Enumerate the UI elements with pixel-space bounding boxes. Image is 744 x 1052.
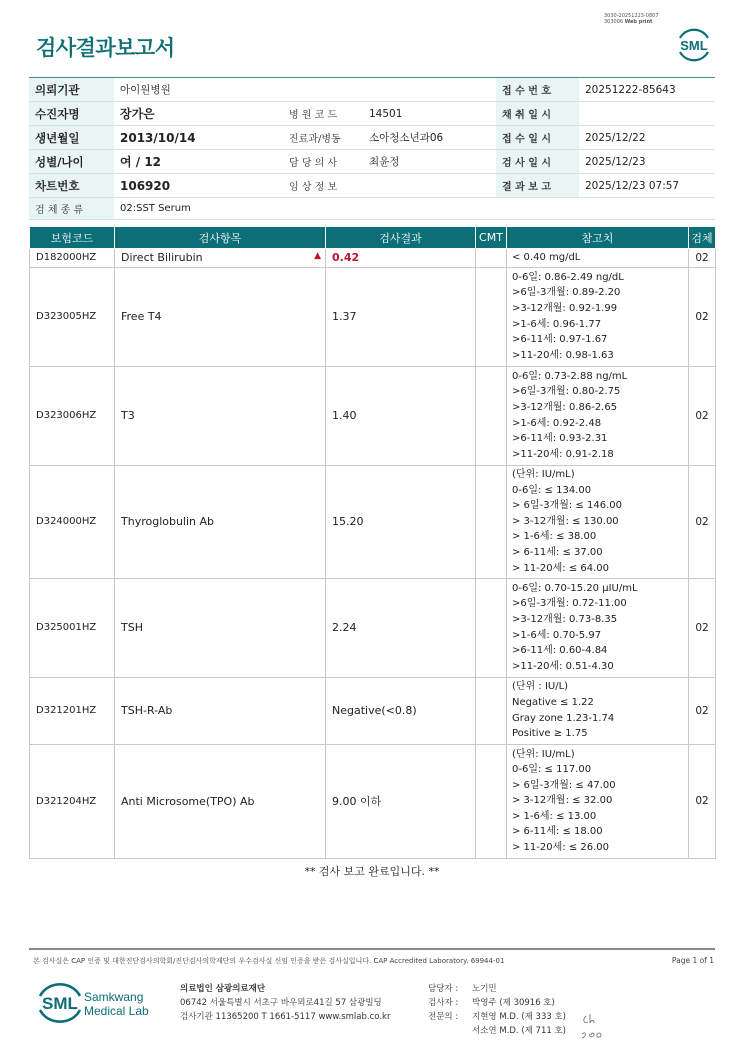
- reference-line: >3-12개월: 0.73-8.35: [512, 614, 618, 625]
- result-reference-range: [507, 267, 689, 366]
- value-doctor: 최윤정: [363, 150, 496, 174]
- value-test-time: 2025/12/23: [579, 150, 715, 174]
- reference-line: >11-20세: 0.91-2.18: [512, 448, 614, 460]
- result-test-item: Anti Microsome(TPO) Ab: [121, 794, 255, 808]
- value-sex-age: 여 / 12: [114, 150, 283, 174]
- org-name: 의료법인 삼광의료재단: [180, 984, 266, 994]
- value-hospital-code: 14501: [363, 102, 496, 126]
- result-value: 2.24: [326, 578, 476, 677]
- result-specimen: 02: [689, 465, 716, 578]
- patient-row: [29, 150, 715, 174]
- value-patient-name: 장가은: [114, 102, 283, 126]
- staff-row: [428, 1010, 566, 1024]
- reference-line: > 6-11세: ≤ 18.00: [512, 826, 603, 838]
- result-insurance-code: D324000HZ: [30, 465, 115, 578]
- footer-divider: [29, 948, 715, 950]
- results-header-row: [30, 227, 716, 249]
- result-insurance-code: D321204HZ: [30, 744, 115, 858]
- label-patient-name: 수진자명: [29, 102, 114, 126]
- result-specimen: 02: [689, 677, 716, 744]
- staff-row: [428, 982, 566, 996]
- reference-line: >6일-3개월: 0.72-11.00: [512, 598, 627, 610]
- samkwang-logo-icon: [36, 980, 154, 1024]
- label-department: 진료과/병동: [283, 126, 363, 150]
- result-row: [30, 366, 716, 465]
- patient-row: [29, 126, 715, 150]
- samkwang-logo-line2: Medical Lab: [84, 1004, 149, 1018]
- org-contact: 검사기관 11365200 T 1661-5117 www.smlab.co.kr: [180, 1012, 391, 1022]
- result-cmt: [476, 366, 507, 465]
- value-requesting-org: 아이원병원: [114, 78, 283, 102]
- result-specimen: 02: [689, 366, 716, 465]
- result-test-item: T3: [121, 409, 135, 423]
- header-specimen: 검체: [689, 227, 716, 249]
- reference-line: >3-12개월: 0.92-1.99: [512, 303, 618, 314]
- staff-name: 지현영 M.D. (제 333 호): [472, 1012, 567, 1022]
- result-specimen: 02: [689, 744, 716, 858]
- value-empty: [363, 78, 496, 102]
- staff-name: 서소연 M.D. (제 711 호): [472, 1026, 567, 1036]
- value-chart-number: 106920: [114, 174, 283, 198]
- patient-row: [29, 78, 715, 102]
- staff-role: 검사자 :: [428, 998, 459, 1008]
- result-cmt: [476, 578, 507, 677]
- reference-line: Negative ≤ 1.22: [512, 697, 594, 708]
- reference-line: > 1-6세: ≤ 38.00: [512, 531, 597, 543]
- label-sex-age: 성별/나이: [29, 150, 114, 174]
- result-insurance-code: D182000HZ: [30, 249, 115, 268]
- header-test-result: 검사결과: [326, 227, 476, 249]
- staff-row: [428, 1024, 566, 1038]
- result-value: 1.37: [326, 267, 476, 366]
- reference-line: >11-20세: 0.51-4.30: [512, 660, 614, 672]
- label-requesting-org: 의뢰기관: [29, 78, 114, 102]
- result-row: [30, 677, 716, 744]
- header-test-item: 검사항목: [115, 227, 326, 249]
- sml-logo-icon: [674, 24, 714, 64]
- label-chart-number: 차트번호: [29, 174, 114, 198]
- reference-line: Gray zone 1.23-1.74: [512, 712, 615, 724]
- result-reference-range: [507, 465, 689, 578]
- staff-name: 노기민: [472, 984, 497, 994]
- reference-line: >1-6세: 0.92-2.48: [512, 417, 602, 429]
- reference-line: >6일-3개월: 0.80-2.75: [512, 386, 621, 398]
- label-specimen-type: 검 체 종 류: [29, 198, 114, 220]
- reference-line: >1-6세: 0.96-1.77: [512, 318, 602, 330]
- staff-role: 전문의 :: [428, 1012, 459, 1022]
- result-row: [30, 249, 716, 268]
- staff-info: [428, 982, 566, 1038]
- result-test-item: Direct Bilirubin: [121, 251, 203, 265]
- print-code-line2: [604, 19, 659, 25]
- reference-line: >1-6세: 0.70-5.97: [512, 629, 602, 641]
- reference-line: > 1-6세: ≤ 13.00: [512, 810, 597, 822]
- print-code-number: 303006: [604, 19, 624, 25]
- patient-row: [29, 174, 715, 198]
- samkwang-logo-line1: Samkwang: [84, 990, 144, 1004]
- result-row: [30, 578, 716, 677]
- result-value: Negative(<0.8): [326, 677, 476, 744]
- certification-text: 본 검사실은 CAP 인증 및 대한진단검사의학회/진단검사의학재단의 우수검사실 신임 인증을 받은 검사실입니다. CAP Accredited Laboratory. 69944-01: [33, 957, 505, 965]
- reference-line: > 3-12개월: ≤ 32.00: [512, 795, 613, 807]
- result-cmt: [476, 465, 507, 578]
- label-doctor: 담 당 의 사: [283, 150, 363, 174]
- reference-line: > 6-11세: ≤ 37.00: [512, 546, 603, 558]
- result-specimen: 02: [689, 267, 716, 366]
- result-test-item-cell: [115, 578, 326, 677]
- header-insurance-code: 보험코드: [30, 227, 115, 249]
- result-cmt: [476, 249, 507, 268]
- result-reference-range: [507, 366, 689, 465]
- reference-line: 0-6일: ≤ 117.00: [512, 764, 592, 776]
- reference-line: (단위 : IU/L): [512, 681, 569, 693]
- result-test-item: TSH-R-Ab: [121, 704, 173, 718]
- reference-line: Positive ≥ 1.75: [512, 728, 588, 740]
- reference-line: >6-11세: 0.93-2.31: [512, 433, 608, 445]
- result-test-item-cell: [115, 366, 326, 465]
- patient-info-table: [29, 77, 715, 220]
- label-result-report: 결 과 보 고: [496, 174, 579, 198]
- reference-line: >11-20세: 0.98-1.63: [512, 349, 614, 361]
- result-test-item-cell: [115, 249, 326, 268]
- reference-line: >6-11세: 0.60-4.84: [512, 645, 608, 657]
- reference-line: 0-6일: 0.86-2.49 ng/dL: [512, 271, 624, 283]
- value-receipt-time: 2025/12/22: [579, 126, 715, 150]
- label-collection-time: 채 취 일 시: [496, 102, 579, 126]
- reference-line: 0-6일: 0.70-15.20 μIU/mL: [512, 582, 638, 594]
- result-insurance-code: D323005HZ: [30, 267, 115, 366]
- staff-name: 박영주 (제 30916 호): [472, 998, 555, 1008]
- results-table: [29, 226, 716, 859]
- print-code-line1: 3030-20251223-0807: [604, 13, 659, 19]
- value-clinical-info: [363, 174, 496, 198]
- result-cmt: [476, 267, 507, 366]
- reference-line: 0-6일: 0.73-2.88 ng/mL: [512, 370, 628, 382]
- result-insurance-code: D321201HZ: [30, 677, 115, 744]
- result-row: [30, 465, 716, 578]
- print-code: [604, 13, 659, 25]
- result-value: 15.20: [326, 465, 476, 578]
- result-value: 0.42: [326, 249, 476, 268]
- result-test-item-cell: [115, 677, 326, 744]
- result-row: [30, 267, 716, 366]
- staff-row: [428, 996, 566, 1010]
- report-complete-message: ** 검사 보고 완료입니다. **: [304, 865, 440, 878]
- result-reference-range: [507, 578, 689, 677]
- header-cmt: CMT: [476, 227, 507, 249]
- reference-line: < 0.40 mg/dL: [512, 252, 581, 263]
- sml-logo-text: SML: [680, 38, 708, 53]
- high-flag-icon: ▲: [314, 251, 321, 262]
- label-receipt-number: 접 수 번 호: [496, 78, 579, 102]
- org-address: 06742 서울특별시 서초구 바우뫼로41길 57 삼광빌딩: [180, 998, 382, 1008]
- reference-line: > 11-20세: ≤ 64.00: [512, 562, 610, 574]
- value-result-report: 2025/12/23 07:57: [579, 174, 715, 198]
- patient-row: [29, 102, 715, 126]
- result-value: 1.40: [326, 366, 476, 465]
- web-print-tag: Web print: [624, 19, 653, 25]
- reference-line: > 6일-3개월: ≤ 47.00: [512, 779, 616, 791]
- result-test-item: TSH: [121, 621, 143, 635]
- result-test-item: Thyroglobulin Ab: [121, 515, 215, 529]
- label-empty: [283, 78, 363, 102]
- result-test-item-cell: [115, 744, 326, 858]
- label-hospital-code: 병 원 코 드: [283, 102, 363, 126]
- result-reference-range: [507, 744, 689, 858]
- result-reference-range: [507, 677, 689, 744]
- signature-icon: [578, 1010, 612, 1040]
- staff-role: 담당자 :: [428, 984, 459, 994]
- result-cmt: [476, 677, 507, 744]
- reference-line: > 11-20세: ≤ 26.00: [512, 842, 610, 854]
- label-birthdate: 생년월일: [29, 126, 114, 150]
- page-number: Page 1 of 1: [671, 956, 714, 965]
- value-department: 소아청소년과06: [363, 126, 496, 150]
- reference-line: >3-12개월: 0.86-2.65: [512, 402, 618, 413]
- result-test-item-cell: [115, 267, 326, 366]
- value-receipt-number: 20251222-85643: [579, 78, 715, 102]
- result-reference-range: [507, 249, 689, 268]
- result-insurance-code: D325001HZ: [30, 578, 115, 677]
- result-specimen: 02: [689, 578, 716, 677]
- label-clinical-info: 임 상 정 보: [283, 174, 363, 198]
- reference-line: >6일-3개월: 0.89-2.20: [512, 287, 621, 299]
- result-test-item-cell: [115, 465, 326, 578]
- value-collection-time: [579, 102, 715, 126]
- specimen-row: [29, 198, 715, 220]
- value-specimen-type: 02:SST Serum: [114, 198, 715, 220]
- result-test-item: Free T4: [121, 310, 162, 324]
- result-specimen: 02: [689, 249, 716, 268]
- result-cmt: [476, 744, 507, 858]
- reference-line: (단위: IU/mL): [512, 469, 575, 481]
- label-test-time: 검 사 일 시: [496, 150, 579, 174]
- label-receipt-time: 접 수 일 시: [496, 126, 579, 150]
- header-reference: 참고치: [507, 227, 689, 249]
- reference-line: > 6일-3개월: ≤ 146.00: [512, 500, 622, 512]
- result-value: 9.00 이하: [326, 744, 476, 858]
- reference-line: 0-6일: ≤ 134.00: [512, 484, 592, 496]
- samkwang-logo-sml: SML: [42, 994, 78, 1013]
- reference-line: > 3-12개월: ≤ 130.00: [512, 515, 619, 527]
- value-birthdate: 2013/10/14: [114, 126, 283, 150]
- org-info: [180, 982, 390, 1024]
- reference-line: >6-11세: 0.97-1.67: [512, 334, 608, 346]
- reference-line: (단위: IU/mL): [512, 748, 575, 760]
- result-row: [30, 744, 716, 858]
- result-insurance-code: D323006HZ: [30, 366, 115, 465]
- report-title: 검사결과보고서: [36, 36, 175, 60]
